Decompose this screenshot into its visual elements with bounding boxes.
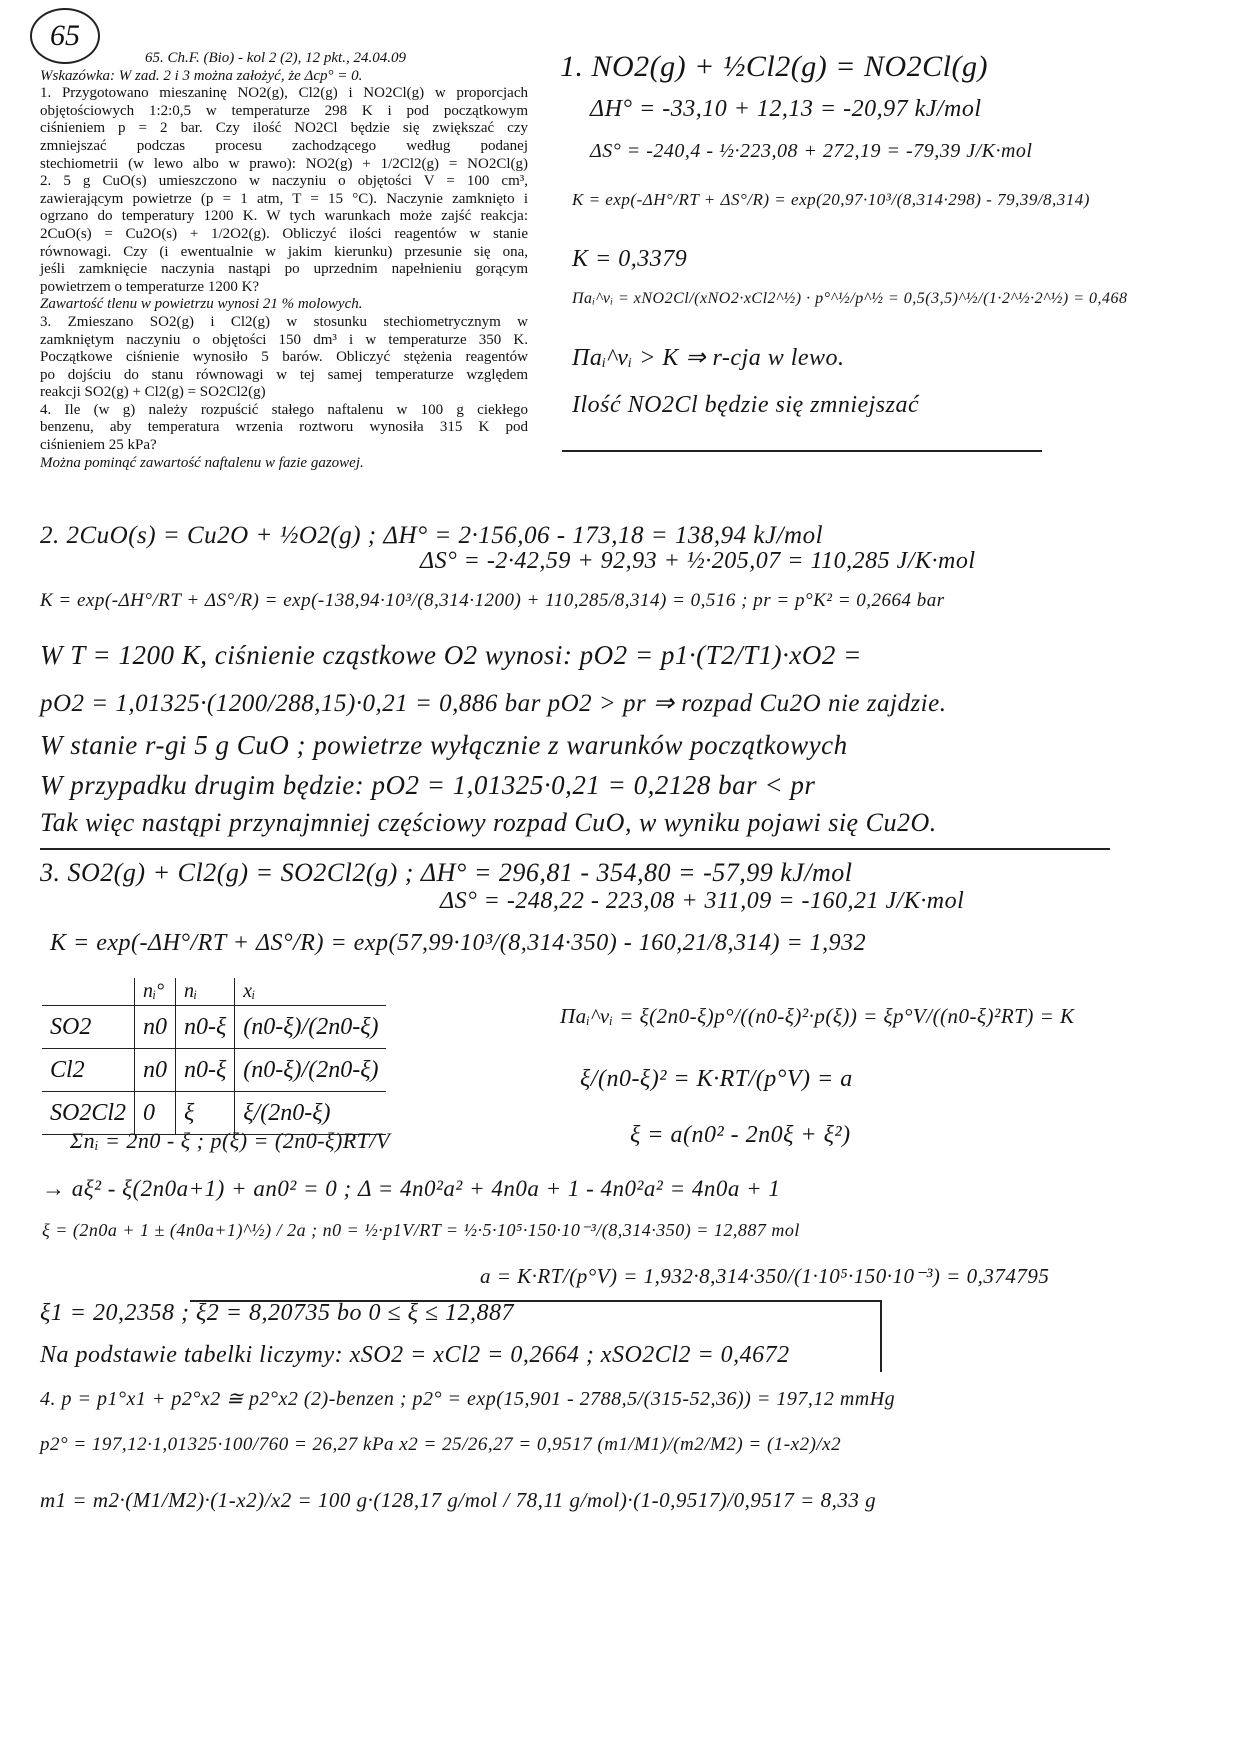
solution3-line: a = K·RT/(p°V) = 1,932·8,314·350/(1·10⁵·150·10⁻³) = 0,374795 <box>480 1264 1050 1288</box>
problem-text-line: objętościowych 1:2:0,5 w temperaturze 298 K i pod początkowym <box>40 102 528 119</box>
divider <box>40 848 1110 850</box>
solution3-line: 3. SO2(g) + Cl2(g) = SO2Cl2(g) ; ΔH° = 296,81 - 354,80 = -57,99 kJ/mol <box>40 858 853 887</box>
solution2-line: ΔS° = -2·42,59 + 92,93 + ½·205,07 = 110,285 J/K·mol <box>420 548 976 574</box>
solution1-line: K = exp(-ΔH°/RT + ΔS°/R) = exp(20,97·10³/(8,314·298) - 79,39/8,314) <box>572 190 1090 209</box>
solution1-line: Ilość NO2Cl będzie się zmniejszać <box>572 392 920 418</box>
solution3-line: ξ/(n0-ξ)² = K·RT/(p°V) = a <box>580 1066 853 1092</box>
table-header: nᵢ <box>176 978 235 1006</box>
problem-text-line: stechiometrii (w lewo albo w prawo): NO2(g) + 1/2Cl2(g) = NO2Cl(g) <box>40 155 528 172</box>
table-header: nᵢ° <box>135 978 176 1006</box>
solution4-line: p2° = 197,12·1,01325·100/760 = 26,27 kPa x2 = 25/26,27 = 0,9517 (m1/M1)/(m2/M2) = (1-x2)/x2 <box>40 1434 842 1455</box>
divider <box>562 450 1042 452</box>
problem-text-line: zmniejszać podczas procesu zachodzącego według podanej <box>40 137 528 154</box>
problem-statements <box>40 50 528 472</box>
solution2-line: pO2 = 1,01325·(1200/288,15)·0,21 = 0,886 bar pO2 > pr ⇒ rozpad Cu2O nie zajdzie. <box>40 690 947 717</box>
problem-text-line: zawierającym powietrze (p = 1 atm, T = 15 °C). Naczynie zamknięto i <box>40 190 528 207</box>
solution4-line: 4. p = p1°x1 + p2°x2 ≅ p2°x2 (2)-benzen ; p2° = exp(15,901 - 2788,5/(315-52,36)) = 197,12 mmHg <box>40 1388 896 1410</box>
problem-text-line: ciśnieniem p = 2 bar. Czy ilość NO2Cl będzie się zwiększać czy <box>40 120 528 137</box>
table-cell: SO2 <box>42 1006 135 1049</box>
table-cell: ξ/(2n0-ξ) <box>235 1092 387 1135</box>
problem-text-line: 3. Zmieszano SO2(g) i Cl2(g) w stosunku stechiometrycznym w <box>40 313 528 330</box>
solution3-line: K = exp(-ΔH°/RT + ΔS°/R) = exp(57,99·10³/(8,314·350) - 160,21/8,314) = 1,932 <box>50 930 867 956</box>
problem-text-line: zamkniętym naczyniu o objętości 150 dm³ i w temperaturze 350 K. <box>40 331 528 348</box>
problem-text-line: ogrzano do temperatury 1200 K. W tych warunkach może zajść reakcja: <box>40 208 528 225</box>
solution3-line: ξ = a(n0² - 2n0ξ + ξ²) <box>630 1122 851 1148</box>
solution3-line: ξ1 = 20,2358 ; ξ2 = 8,20735 bo 0 ≤ ξ ≤ 12,887 <box>40 1300 515 1326</box>
solution2-line: K = exp(-ΔH°/RT + ΔS°/R) = exp(-138,94·10³/(8,314·1200) + 110,285/8,314) = 0,516 ; pr = p°K² = 0,2664 bar <box>40 590 945 611</box>
table-cell: SO2Cl2 <box>42 1092 135 1135</box>
table-row <box>42 1049 386 1092</box>
solution1-line: ΔH° = -33,10 + 12,13 = -20,97 kJ/mol <box>590 96 982 122</box>
table-header: xᵢ <box>235 978 387 1006</box>
table-cell: (n0-ξ)/(2n0-ξ) <box>235 1049 387 1092</box>
solution1-line: K = 0,3379 <box>572 246 688 272</box>
solution3-line: Σnᵢ = 2n0 - ξ ; p(ξ) = (2n0-ξ)RT/V <box>70 1128 391 1153</box>
table-row <box>42 1006 386 1049</box>
answer-bracket <box>190 1300 882 1372</box>
solution3-line: Na podstawie tabelki liczymy: xSO2 = xCl2 = 0,2664 ; xSO2Cl2 = 0,4672 <box>40 1342 790 1368</box>
problem-text-line: 2. 5 g CuO(s) umieszczono w naczyniu o objętości V = 100 cm³, <box>40 173 528 190</box>
table-cell: ξ <box>176 1092 235 1135</box>
solution1-line: Πaᵢ^νᵢ = xNO2Cl/(xNO2·xCl2^½) · p°^½/p^½ = 0,5(3,5)^½/(1·2^½·2^½) = 0,468 <box>572 290 1128 307</box>
hint: Wskazówka: W zad. 2 i 3 można założyć, że Δcp° = 0. <box>40 67 363 84</box>
problem-text-line: powietrzem o temperaturze 1200 K? <box>40 278 260 295</box>
problem-text-line: 2CuO(s) = Cu2O(s) + 1/2O2(g). Obliczyć ilości reagentów w stanie <box>40 225 528 242</box>
page-number-circle: 65 <box>30 8 100 64</box>
problem-text-line: 4. Ile (w g) należy rozpuścić stałego naftalenu w 100 g ciekłego <box>40 401 528 418</box>
solution2-line: W stanie r-gi 5 g CuO ; powietrze wyłącznie z warunków początkowych <box>40 730 848 760</box>
solution2-line: 2. 2CuO(s) = Cu2O + ½O2(g) ; ΔH° = 2·156,06 - 173,18 = 138,94 kJ/mol <box>40 522 824 549</box>
table-cell: n0-ξ <box>176 1006 235 1049</box>
problem-note: Zawartość tlenu w powietrzu wynosi 21 % molowych. <box>40 296 363 313</box>
problem-note: Można pominąć zawartość naftalenu w fazie gazowej. <box>40 454 364 471</box>
problem-text-line: ciśnieniem 25 kPa? <box>40 437 157 454</box>
solution1-line: ΔS° = -240,4 - ½·223,08 + 272,19 = -79,39 J/K·mol <box>590 140 1033 162</box>
solution1-line: 1. NO2(g) + ½Cl2(g) = NO2Cl(g) <box>560 50 988 83</box>
solution3-line: Πaᵢ^νᵢ = ξ(2n0-ξ)p°/((n0-ξ)²·p(ξ)) = ξp°V/((n0-ξ)²RT) = K <box>560 1004 1075 1028</box>
exam-title: 65. Ch.F. (Bio) - kol 2 (2), 12 pkt., 24.04.09 <box>145 50 406 66</box>
table-cell: n0 <box>135 1006 176 1049</box>
table-cell: Cl2 <box>42 1049 135 1092</box>
table-cell: n0-ξ <box>176 1049 235 1092</box>
stoichiometry-table <box>42 978 386 1135</box>
solution2-line: W T = 1200 K, ciśnienie cząstkowe O2 wynosi: pO2 = p1·(T2/T1)·xO2 = <box>40 640 862 670</box>
problem-text-line: jeśli zamknięcie naczynia nastąpi po uprzednim napełnieniu gorącym <box>40 261 528 278</box>
solution2-line: W przypadku drugim będzie: pO2 = 1,01325·0,21 = 0,2128 bar < pr <box>40 770 816 800</box>
solution3-line: ξ = (2n0a + 1 ± (4n0a+1)^½) / 2a ; n0 = ½·p1V/RT = ½·5·10⁵·150·10⁻³/(8,314·350) = 12,887 mol <box>42 1220 800 1240</box>
solution4-line: m1 = m2·(M1/M2)·(1-x2)/x2 = 100 g·(128,17 g/mol / 78,11 g/mol)·(1-0,9517)/0,9517 = 8,33 g <box>40 1488 877 1512</box>
solution3-line: → aξ² - ξ(2n0a+1) + an0² = 0 ; Δ = 4n0²a² + 4n0a + 1 - 4n0²a² = 4n0a + 1 <box>42 1176 781 1201</box>
problem-text-line: reakcji SO2(g) + Cl2(g) = SO2Cl2(g) <box>40 384 266 401</box>
table-cell: n0 <box>135 1049 176 1092</box>
table-cell: (n0-ξ)/(2n0-ξ) <box>235 1006 387 1049</box>
problem-text-line: równowagi. Czy (i ewentualnie w jakim kierunku) przesunie się ona, <box>40 243 528 260</box>
table-cell: 0 <box>135 1092 176 1135</box>
problem-text-line: Początkowe ciśnienie wynosiło 5 barów. Obliczyć stężenia reagentów <box>40 349 528 366</box>
solution2-line: Tak więc nastąpi przynajmniej częściowy rozpad CuO, w wyniku pojawi się Cu2O. <box>40 808 937 837</box>
solution3-line: ΔS° = -248,22 - 223,08 + 311,09 = -160,21 J/K·mol <box>440 888 965 914</box>
table-header <box>42 978 135 1006</box>
solution1-line: Πaᵢ^νᵢ > K ⇒ r-cja w lewo. <box>572 345 845 371</box>
problem-text-line: benzenu, aby temperatura wrzenia roztworu wynosiła 315 K pod <box>40 419 528 436</box>
problem-text-line: po dojściu do stanu równowagi w tej samej temperaturze względem <box>40 366 528 383</box>
problem-text-line: 1. Przygotowano mieszaninę NO2(g), Cl2(g) i NO2Cl(g) w proporcjach <box>40 85 528 102</box>
